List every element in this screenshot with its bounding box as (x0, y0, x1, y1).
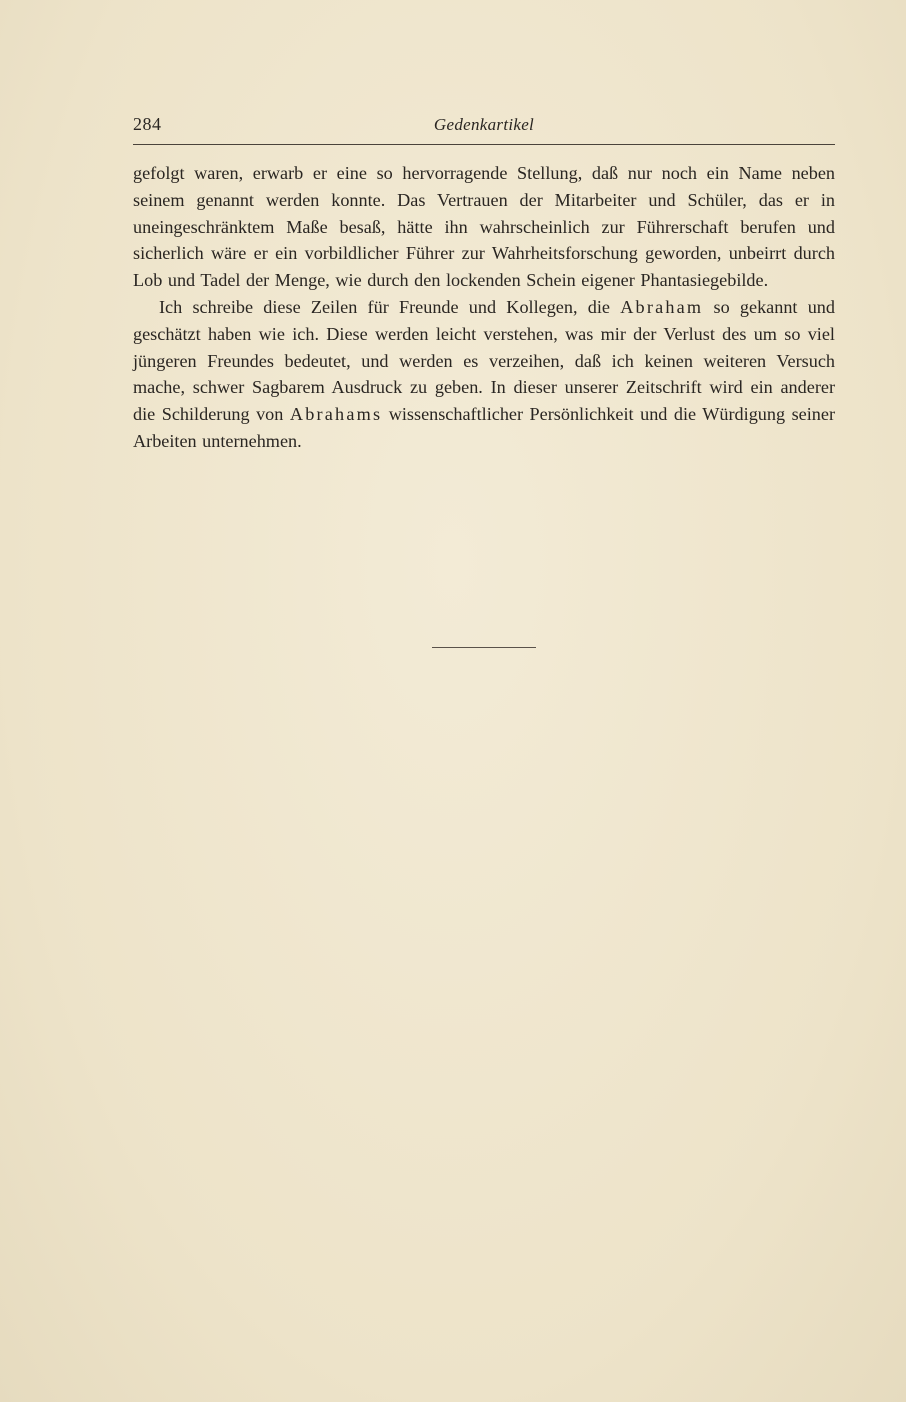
body-text (133, 160, 835, 455)
paragraph-2 (133, 294, 835, 455)
paragraph-1: gefolgt waren, erwarb er eine so hervorragende Stellung, daß nur noch ein Name neben seinem genannt werden konnte. Das Vertrauen der Mitarbeiter und Schüler, das er in uneingeschränktem Maße besaß, hätte ihn wahrscheinlich zur Führerschaft berufen und sicherlich wäre er ein vorbildlicher Führer zur Wahrheitsforschung geworden, unbeirrt durch Lob und Tadel der Menge, wie durch den lockenden Schein eigener Phantasiegebilde. (133, 163, 835, 291)
paragraph-2-text-2: so gekannt und geschätzt haben wie ich. Diese werden leicht verstehen, was mir der Verlust des um so viel jüngeren Freundes bedeutet, und werden es verzeihen, daß ich keinen weiteren Versuch mache, schwer Sagbarem Ausdruck zu geben. In dieser unserer Zeitschrift wird ein anderer die Schilderung von (133, 296, 835, 425)
running-title: Gedenkartikel (433, 115, 535, 134)
author-name-2: Abrahams (289, 404, 383, 425)
paragraph-2-text-3: wissenschaftlicher Persönlichkeit und die Würdigung seiner Arbeiten unternehmen. (133, 404, 835, 451)
page-number: 284 (133, 114, 162, 134)
running-header (133, 114, 835, 145)
author-name-1: Abraham (620, 296, 704, 317)
section-end-rule (432, 647, 536, 648)
paragraph-2-text-1: Ich schreibe diese Zeilen für Freunde und Kollegen, die (159, 296, 621, 317)
